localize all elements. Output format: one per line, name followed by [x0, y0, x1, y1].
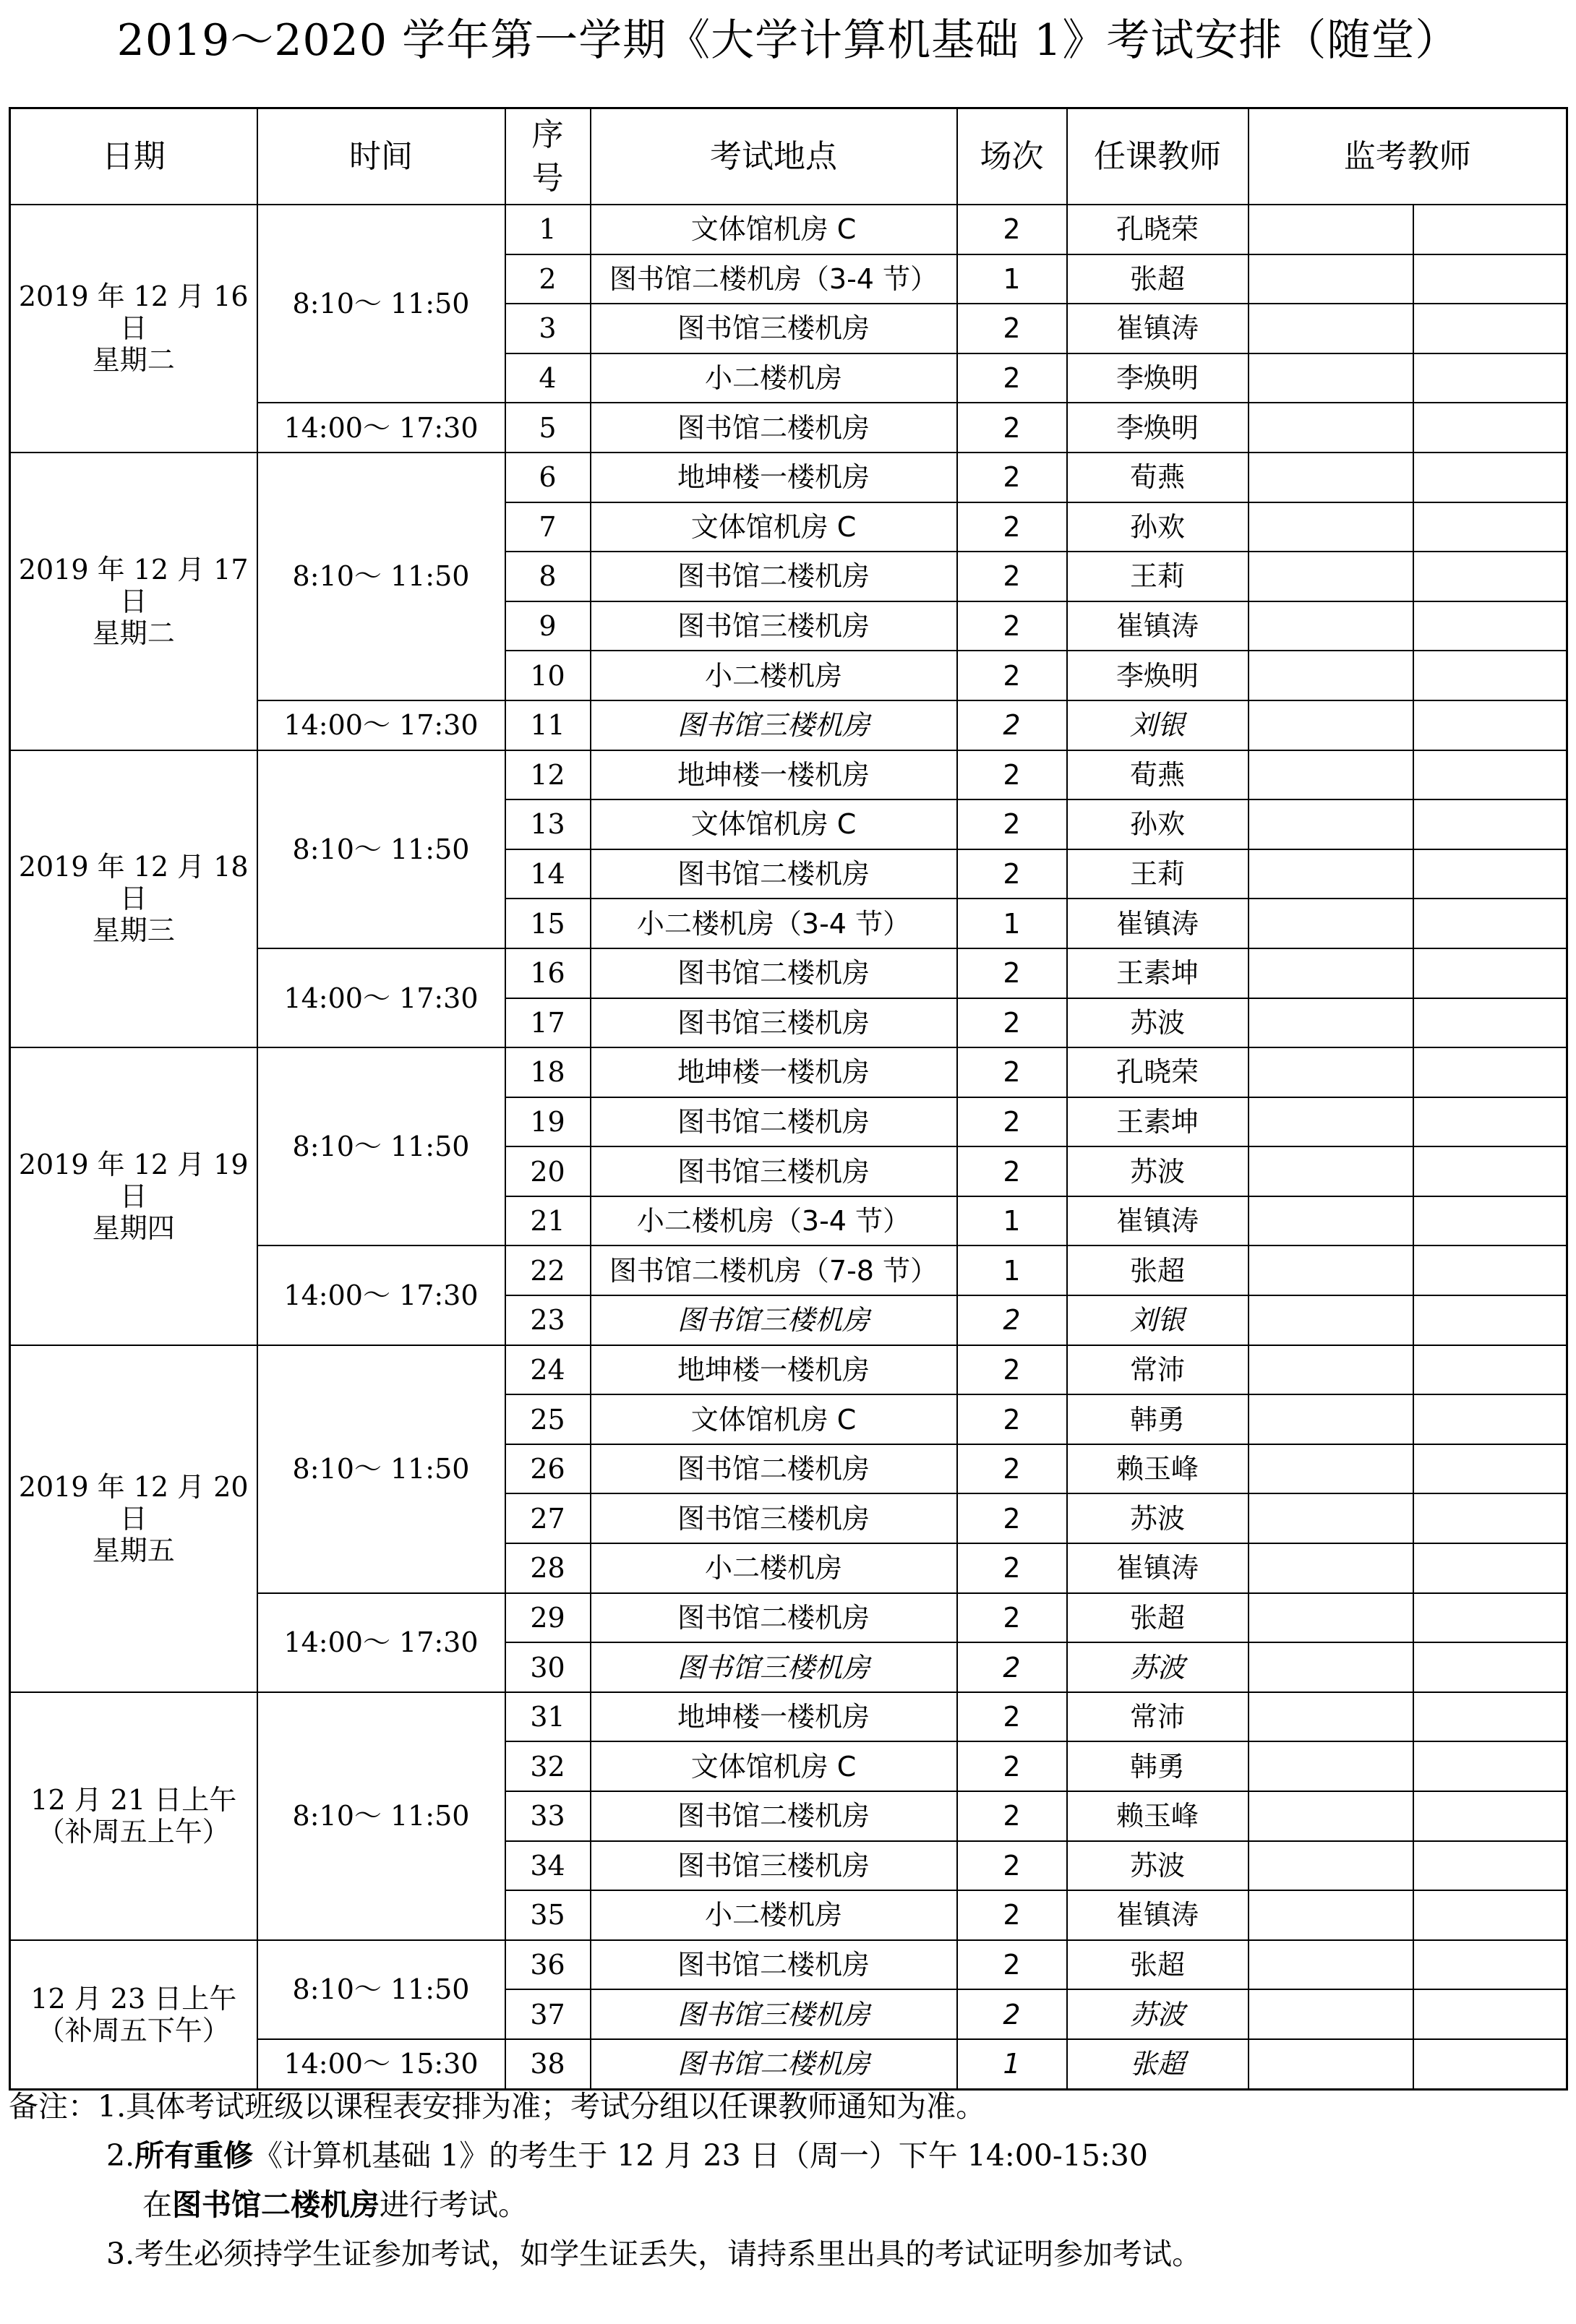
sessions-cell: 2 [957, 1543, 1067, 1593]
number-cell: 18 [505, 1047, 591, 1097]
proctor-cell[interactable] [1249, 1989, 1413, 2039]
teacher-cell: 张超 [1067, 2039, 1249, 2089]
proctor-cell[interactable] [1413, 1493, 1567, 1543]
teacher-cell: 崔镇涛 [1067, 1196, 1249, 1246]
proctor-cell[interactable] [1249, 1642, 1413, 1692]
location-cell: 地坤楼一楼机房 [591, 1692, 957, 1742]
proctor-cell[interactable] [1249, 651, 1413, 700]
number-cell: 26 [505, 1444, 591, 1494]
teacher-cell: 刘银 [1067, 1295, 1249, 1345]
number-cell: 2 [505, 254, 591, 304]
proctor-cell[interactable] [1249, 254, 1413, 304]
time-cell: 14:00～ 17:30 [257, 403, 505, 453]
date-cell: 2019 年 12 月 20 日 星期五 [10, 1345, 257, 1692]
number-cell: 36 [505, 1940, 591, 1990]
note-2 [9, 2131, 1563, 2180]
sessions-cell: 2 [957, 849, 1067, 899]
teacher-cell: 常沛 [1067, 1692, 1249, 1742]
number-cell: 24 [505, 1345, 591, 1395]
teacher-cell: 崔镇涛 [1067, 304, 1249, 353]
exam-schedule-table [9, 107, 1568, 2091]
time-cell: 14:00～ 15:30 [257, 2039, 505, 2089]
time-cell: 8:10～ 11:50 [257, 1940, 505, 2039]
teacher-cell: 崔镇涛 [1067, 899, 1249, 948]
proctor-cell[interactable] [1413, 1047, 1567, 1097]
location-cell: 图书馆二楼机房 [591, 849, 957, 899]
header-teacher: 任课教师 [1067, 108, 1249, 205]
proctor-cell[interactable] [1413, 1394, 1567, 1444]
location-cell: 文体馆机房 C [591, 205, 957, 254]
proctor-cell[interactable] [1249, 1146, 1413, 1196]
sessions-cell: 2 [957, 1692, 1067, 1742]
location-cell: 地坤楼一楼机房 [591, 1345, 957, 1395]
proctor-cell[interactable] [1249, 1295, 1413, 1345]
number-cell: 34 [505, 1841, 591, 1891]
teacher-cell: 崔镇涛 [1067, 1543, 1249, 1593]
teacher-cell: 孔晓荣 [1067, 1047, 1249, 1097]
number-cell: 31 [505, 1692, 591, 1742]
date-cell: 12 月 23 日上午 （补周五下午） [10, 1940, 257, 2089]
proctor-cell[interactable] [1413, 502, 1567, 552]
number-cell: 28 [505, 1543, 591, 1593]
date-cell: 2019 年 12 月 16 日 星期二 [10, 205, 257, 453]
sessions-cell: 2 [957, 1841, 1067, 1891]
proctor-cell[interactable] [1413, 899, 1567, 948]
sessions-cell: 2 [957, 1394, 1067, 1444]
number-cell: 22 [505, 1245, 591, 1295]
location-cell: 小二楼机房 [591, 1890, 957, 1940]
proctor-cell[interactable] [1413, 1791, 1567, 1841]
page-title: 2019～2020 学年第一学期《大学计算机基础 1》考试安排（随堂） [116, 15, 1460, 66]
location-cell: 图书馆三楼机房 [591, 601, 957, 651]
location-cell: 图书馆二楼机房 [591, 1791, 957, 1841]
proctor-cell[interactable] [1249, 1196, 1413, 1246]
teacher-cell: 王莉 [1067, 849, 1249, 899]
proctor-cell[interactable] [1413, 1890, 1567, 1940]
teacher-cell: 张超 [1067, 1593, 1249, 1643]
number-cell: 32 [505, 1741, 591, 1791]
number-cell: 20 [505, 1146, 591, 1196]
number-cell: 19 [505, 1097, 591, 1147]
note-2-text: 《计算机基础 1》的考生于 12 月 23 日（周一）下午 14:00-15:30 [253, 2138, 1148, 2173]
proctor-cell[interactable] [1413, 403, 1567, 453]
table-row [10, 1940, 1567, 1990]
sessions-cell: 2 [957, 353, 1067, 403]
time-cell: 8:10～ 11:50 [257, 205, 505, 403]
number-cell: 10 [505, 651, 591, 700]
note-1 [9, 2082, 1563, 2131]
proctor-cell[interactable] [1413, 1097, 1567, 1147]
teacher-cell: 王素坤 [1067, 1097, 1249, 1147]
time-cell: 14:00～ 17:30 [257, 948, 505, 1047]
teacher-cell: 苏波 [1067, 1642, 1249, 1692]
teacher-cell: 崔镇涛 [1067, 1890, 1249, 1940]
teacher-cell: 李焕明 [1067, 651, 1249, 700]
proctor-cell[interactable] [1249, 1940, 1413, 1990]
note-2-number: 2. [106, 2138, 135, 2173]
note-3 [9, 2229, 1563, 2278]
location-cell: 图书馆三楼机房 [591, 304, 957, 353]
sessions-cell: 2 [957, 1593, 1067, 1643]
sessions-cell: 2 [957, 1741, 1067, 1791]
sessions-cell: 2 [957, 1989, 1067, 2039]
header-date: 日期 [10, 108, 257, 205]
sessions-cell: 2 [957, 1146, 1067, 1196]
location-cell: 图书馆三楼机房 [591, 1841, 957, 1891]
proctor-cell[interactable] [1413, 453, 1567, 502]
number-cell: 4 [505, 353, 591, 403]
teacher-cell: 韩勇 [1067, 1394, 1249, 1444]
number-cell: 9 [505, 601, 591, 651]
teacher-cell: 荀燕 [1067, 750, 1249, 800]
number-cell: 15 [505, 899, 591, 948]
proctor-cell[interactable] [1413, 205, 1567, 254]
number-cell: 1 [505, 205, 591, 254]
proctor-cell[interactable] [1249, 1245, 1413, 1295]
location-cell: 图书馆二楼机房 [591, 1444, 957, 1494]
header-proctor: 监考教师 [1249, 108, 1567, 205]
time-cell: 14:00～ 17:30 [257, 700, 505, 750]
proctor-cell[interactable] [1413, 1692, 1567, 1742]
location-cell: 地坤楼一楼机房 [591, 750, 957, 800]
proctor-cell[interactable] [1249, 1345, 1413, 1395]
teacher-cell: 荀燕 [1067, 453, 1249, 502]
note-2b-pre: 在 [142, 2187, 172, 2222]
location-cell: 图书馆三楼机房 [591, 998, 957, 1048]
note-2b-location: 图书馆二楼机房 [172, 2187, 380, 2222]
proctor-cell[interactable] [1249, 899, 1413, 948]
number-cell: 35 [505, 1890, 591, 1940]
note-3-text: 3.考生必须持学生证参加考试，如学生证丢失，请持系里出具的考试证明参加考试。 [106, 2237, 1202, 2271]
proctor-cell[interactable] [1249, 948, 1413, 998]
teacher-cell: 孙欢 [1067, 799, 1249, 849]
location-cell: 地坤楼一楼机房 [591, 453, 957, 502]
number-cell: 17 [505, 998, 591, 1048]
location-cell: 小二楼机房 [591, 353, 957, 403]
proctor-cell[interactable] [1249, 353, 1413, 403]
proctor-cell[interactable] [1413, 254, 1567, 304]
proctor-cell[interactable] [1249, 799, 1413, 849]
header-number: 序 号 [505, 108, 591, 205]
location-cell: 图书馆三楼机房 [591, 700, 957, 750]
location-cell: 文体馆机房 C [591, 502, 957, 552]
proctor-cell[interactable] [1413, 304, 1567, 353]
table-row [10, 1047, 1567, 1097]
proctor-cell[interactable] [1249, 403, 1413, 453]
number-cell: 8 [505, 552, 591, 601]
teacher-cell: 王素坤 [1067, 948, 1249, 998]
table-row [10, 205, 1567, 254]
teacher-cell: 崔镇涛 [1067, 601, 1249, 651]
proctor-cell[interactable] [1413, 1146, 1567, 1196]
sessions-cell: 2 [957, 799, 1067, 849]
notes-section [9, 2082, 1563, 2278]
teacher-cell: 苏波 [1067, 1146, 1249, 1196]
teacher-cell: 张超 [1067, 1245, 1249, 1295]
header-location: 考试地点 [591, 108, 957, 205]
proctor-cell[interactable] [1249, 1543, 1413, 1593]
number-cell: 25 [505, 1394, 591, 1444]
teacher-cell: 孔晓荣 [1067, 205, 1249, 254]
location-cell: 地坤楼一楼机房 [591, 1047, 957, 1097]
sessions-cell: 2 [957, 700, 1067, 750]
proctor-cell[interactable] [1413, 1196, 1567, 1246]
proctor-cell[interactable] [1249, 1394, 1413, 1444]
proctor-cell[interactable] [1413, 750, 1567, 800]
table-row [10, 1692, 1567, 1742]
location-cell: 小二楼机房（3-4 节） [591, 1196, 957, 1246]
teacher-cell: 苏波 [1067, 1841, 1249, 1891]
note-2b-post: 进行考试。 [380, 2187, 528, 2222]
sessions-cell: 2 [957, 502, 1067, 552]
location-cell: 图书馆三楼机房 [591, 1642, 957, 1692]
location-cell: 小二楼机房 [591, 1543, 957, 1593]
number-cell: 5 [505, 403, 591, 453]
header-sessions: 场次 [957, 108, 1067, 205]
sessions-cell: 2 [957, 453, 1067, 502]
location-cell: 图书馆三楼机房 [591, 1493, 957, 1543]
number-cell: 30 [505, 1642, 591, 1692]
teacher-cell: 张超 [1067, 254, 1249, 304]
teacher-cell: 韩勇 [1067, 1741, 1249, 1791]
sessions-cell: 2 [957, 601, 1067, 651]
proctor-cell[interactable] [1413, 948, 1567, 998]
location-cell: 小二楼机房（3-4 节） [591, 899, 957, 948]
number-cell: 23 [505, 1295, 591, 1345]
proctor-cell[interactable] [1249, 1047, 1413, 1097]
proctor-cell[interactable] [1413, 601, 1567, 651]
proctor-cell[interactable] [1413, 1841, 1567, 1891]
proctor-cell[interactable] [1249, 1791, 1413, 1841]
location-cell: 图书馆二楼机房 [591, 403, 957, 453]
sessions-cell: 2 [957, 1295, 1067, 1345]
teacher-cell: 王莉 [1067, 552, 1249, 601]
teacher-cell: 苏波 [1067, 998, 1249, 1048]
sessions-cell: 2 [957, 552, 1067, 601]
number-cell: 14 [505, 849, 591, 899]
location-cell: 小二楼机房 [591, 651, 957, 700]
teacher-cell: 苏波 [1067, 1493, 1249, 1543]
teacher-cell: 常沛 [1067, 1345, 1249, 1395]
proctor-cell[interactable] [1413, 1345, 1567, 1395]
proctor-cell[interactable] [1413, 1444, 1567, 1494]
number-cell: 11 [505, 700, 591, 750]
proctor-cell[interactable] [1413, 1295, 1567, 1345]
sessions-cell: 2 [957, 1493, 1067, 1543]
number-cell: 16 [505, 948, 591, 998]
header-time: 时间 [257, 108, 505, 205]
date-cell: 12 月 21 日上午 （补周五上午） [10, 1692, 257, 1940]
notes-label: 备注： [9, 2089, 98, 2124]
schedule-body [10, 205, 1567, 2089]
sessions-cell: 1 [957, 1245, 1067, 1295]
number-cell: 6 [505, 453, 591, 502]
proctor-cell[interactable] [1249, 1444, 1413, 1494]
proctor-cell[interactable] [1249, 601, 1413, 651]
table-row [10, 750, 1567, 800]
table-row [10, 1345, 1567, 1395]
sessions-cell: 2 [957, 403, 1067, 453]
time-cell: 8:10～ 11:50 [257, 1047, 505, 1245]
table-row [10, 453, 1567, 502]
proctor-cell[interactable] [1413, 1543, 1567, 1593]
teacher-cell: 赖玉峰 [1067, 1444, 1249, 1494]
sessions-cell: 2 [957, 1642, 1067, 1692]
proctor-cell[interactable] [1249, 750, 1413, 800]
teacher-cell: 苏波 [1067, 1989, 1249, 2039]
number-cell: 3 [505, 304, 591, 353]
note-1-text: 1.具体考试班级以课程表安排为准；考试分组以任课教师通知为准。 [98, 2089, 986, 2124]
proctor-cell[interactable] [1249, 1097, 1413, 1147]
teacher-cell: 赖玉峰 [1067, 1791, 1249, 1841]
proctor-cell[interactable] [1249, 552, 1413, 601]
location-cell: 图书馆二楼机房 [591, 1940, 957, 1990]
date-cell: 2019 年 12 月 17 日 星期二 [10, 453, 257, 750]
proctor-cell[interactable] [1413, 700, 1567, 750]
time-cell: 8:10～ 11:50 [257, 1692, 505, 1940]
sessions-cell: 2 [957, 205, 1067, 254]
time-cell: 14:00～ 17:30 [257, 1245, 505, 1345]
note-2-continued [9, 2180, 1563, 2229]
sessions-cell: 1 [957, 2039, 1067, 2089]
location-cell: 图书馆二楼机房 [591, 2039, 957, 2089]
number-cell: 29 [505, 1593, 591, 1643]
location-cell: 图书馆三楼机房 [591, 1295, 957, 1345]
sessions-cell: 1 [957, 254, 1067, 304]
sessions-cell: 2 [957, 1345, 1067, 1395]
sessions-cell: 2 [957, 998, 1067, 1048]
proctor-cell[interactable] [1413, 1245, 1567, 1295]
location-cell: 图书馆二楼机房（7-8 节） [591, 1245, 957, 1295]
proctor-cell[interactable] [1249, 1493, 1413, 1543]
proctor-cell[interactable] [1249, 849, 1413, 899]
number-cell: 21 [505, 1196, 591, 1246]
proctor-cell[interactable] [1413, 849, 1567, 899]
sessions-cell: 2 [957, 750, 1067, 800]
teacher-cell: 张超 [1067, 1940, 1249, 1990]
sessions-cell: 2 [957, 1890, 1067, 1940]
proctor-cell[interactable] [1249, 1890, 1413, 1940]
sessions-cell: 2 [957, 1444, 1067, 1494]
location-cell: 图书馆三楼机房 [591, 1146, 957, 1196]
sessions-cell: 1 [957, 899, 1067, 948]
sessions-cell: 2 [957, 1047, 1067, 1097]
sessions-cell: 2 [957, 1940, 1067, 1990]
teacher-cell: 刘银 [1067, 700, 1249, 750]
proctor-cell[interactable] [1413, 1741, 1567, 1791]
proctor-cell[interactable] [1249, 1593, 1413, 1643]
proctor-cell[interactable] [1249, 1841, 1413, 1891]
teacher-cell: 李焕明 [1067, 353, 1249, 403]
sessions-cell: 2 [957, 948, 1067, 998]
note-2-bold: 所有重修 [134, 2138, 254, 2173]
date-cell: 2019 年 12 月 19 日 星期四 [10, 1047, 257, 1345]
sessions-cell: 2 [957, 651, 1067, 700]
proctor-cell[interactable] [1249, 998, 1413, 1048]
teacher-cell: 孙欢 [1067, 502, 1249, 552]
sessions-cell: 2 [957, 304, 1067, 353]
proctor-cell[interactable] [1249, 453, 1413, 502]
location-cell: 文体馆机房 C [591, 1741, 957, 1791]
proctor-cell[interactable] [1413, 1642, 1567, 1692]
number-cell: 12 [505, 750, 591, 800]
number-cell: 38 [505, 2039, 591, 2089]
location-cell: 图书馆二楼机房 [591, 948, 957, 998]
location-cell: 文体馆机房 C [591, 1394, 957, 1444]
proctor-cell[interactable] [1413, 353, 1567, 403]
location-cell: 文体馆机房 C [591, 799, 957, 849]
proctor-cell[interactable] [1413, 998, 1567, 1048]
location-cell: 图书馆二楼机房 [591, 552, 957, 601]
number-cell: 33 [505, 1791, 591, 1841]
teacher-cell: 李焕明 [1067, 403, 1249, 453]
sessions-cell: 2 [957, 1097, 1067, 1147]
location-cell: 图书馆二楼机房 [591, 1593, 957, 1643]
proctor-cell[interactable] [1249, 700, 1413, 750]
number-cell: 7 [505, 502, 591, 552]
proctor-cell[interactable] [1413, 1593, 1567, 1643]
proctor-cell[interactable] [1413, 799, 1567, 849]
proctor-cell[interactable] [1249, 502, 1413, 552]
number-cell: 27 [505, 1493, 591, 1543]
time-cell: 8:10～ 11:50 [257, 750, 505, 948]
sessions-cell: 1 [957, 1196, 1067, 1246]
proctor-cell[interactable] [1413, 552, 1567, 601]
proctor-cell[interactable] [1249, 205, 1413, 254]
time-cell: 8:10～ 11:50 [257, 1345, 505, 1593]
location-cell: 图书馆二楼机房（3-4 节） [591, 254, 957, 304]
proctor-cell[interactable] [1413, 1940, 1567, 1990]
location-cell: 图书馆二楼机房 [591, 1097, 957, 1147]
header-row [10, 108, 1567, 205]
proctor-cell[interactable] [1413, 651, 1567, 700]
proctor-cell[interactable] [1249, 1692, 1413, 1742]
proctor-cell[interactable] [1413, 1989, 1567, 2039]
number-cell: 13 [505, 799, 591, 849]
time-cell: 14:00～ 17:30 [257, 1593, 505, 1692]
date-cell: 2019 年 12 月 18 日 星期三 [10, 750, 257, 1048]
location-cell: 图书馆三楼机房 [591, 1989, 957, 2039]
sessions-cell: 2 [957, 1791, 1067, 1841]
proctor-cell[interactable] [1249, 304, 1413, 353]
number-cell: 37 [505, 1989, 591, 2039]
proctor-cell[interactable] [1249, 1741, 1413, 1791]
time-cell: 8:10～ 11:50 [257, 453, 505, 700]
